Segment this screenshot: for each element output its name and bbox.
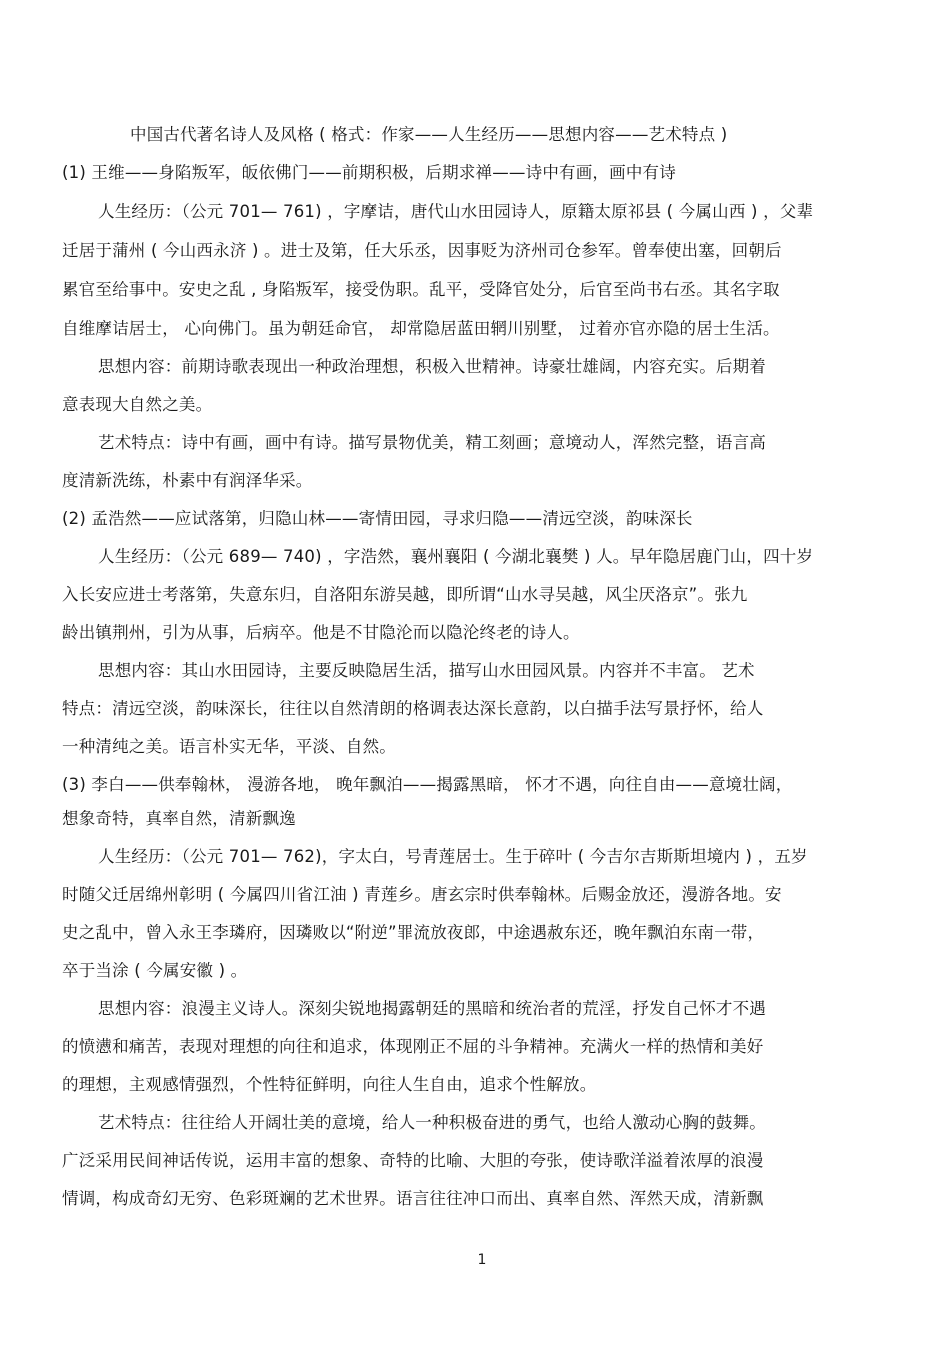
paragraph-line: 特点：清远空淡，韵味深长，往往以自然清朗的格调表达深长意韵，以白描手法写景抒怀，给人 (62, 699, 764, 718)
paragraph-line: 自维摩诘居士， 心向佛门。虽为朝廷命官， 却常隐居蓝田辋川别墅， 过着亦官亦隐的居士生活。 (62, 319, 780, 338)
paragraph-line: 入长安应进士考落第，失意东归，自洛阳东游吴越，即所谓“山水寻吴越，风尘厌洛京”。张九 (62, 585, 748, 604)
paragraph-line: 情调，构成奇幻无穷、色彩斑斓的艺术世界。语言往往冲口而出、真率自然、浑然天成，清新飘 (62, 1189, 764, 1208)
paragraph-line: 意表现大自然之美。 (62, 395, 213, 414)
paragraph-line: 想象奇特，真率自然，清新飘逸 (62, 809, 296, 828)
paragraph-line: 龄出镇荆州，引为从事，后病卒。他是不甘隐沦而以隐沦终老的诗人。 (62, 623, 580, 642)
paragraph-line: 时随父迁居绵州彰明 ( 今属四川省江油 ) 青莲乡。唐玄宗时供奉翰林。后赐金放还，漫游各地。安 (62, 885, 782, 904)
section-heading-meng-haoran: (2) 孟浩然——应试落第，归隐山林——寄情田园，寻求归隐——清远空淡，韵味深长 (62, 509, 693, 528)
paragraph-line: 思想内容：其山水田园诗，主要反映隐居生活，描写山水田园风景。内容并不丰富。 艺术 (98, 661, 755, 680)
paragraph-line: 的愤懑和痛苦，表现对理想的向往和追求，体现刚正不屈的斗争精神。充满火一样的热情和美好 (62, 1037, 764, 1056)
paragraph-line: 的理想，主观感情强烈，个性特征鲜明，向往人生自由，追求个性解放。 (62, 1075, 597, 1094)
section-heading-li-bai: (3) 李白——供奉翰林， 漫游各地， 晚年飘泊——揭露黑暗， 怀才不遇，向往自由——意境壮阔， (62, 775, 793, 794)
paragraph-line: 迁居于蒲州 ( 今山西永济 ) 。进士及第，任大乐丞，因事贬为济州司仓参军。曾奉使出塞，回朝后 (62, 241, 782, 260)
paragraph-line: 思想内容：前期诗歌表现出一种政治理想，积极入世精神。诗豪壮雄阔，内容充实。后期着 (98, 357, 766, 376)
paragraph-line: 艺术特点：往往给人开阔壮美的意境，给人一种积极奋进的勇气，也给人激动心胸的鼓舞。 (98, 1113, 766, 1132)
document-title: 中国古代著名诗人及风格 ( 格式：作家——人生经历——思想内容——艺术特点 ) (130, 125, 728, 144)
paragraph-line: 艺术特点：诗中有画，画中有诗。描写景物优美，精工刻画；意境动人，浑然完整，语言高 (98, 433, 766, 452)
paragraph-line: 卒于当涂 ( 今属安徽 ) 。 (62, 961, 248, 980)
paragraph-line: 人生经历：（公元 689— 740) ，字浩然，襄州襄阳 ( 今湖北襄樊 ) 人。早年隐居鹿门山，四十岁 (98, 547, 814, 566)
paragraph-line: 思想内容：浪漫主义诗人。深刻尖锐地揭露朝廷的黑暗和统治者的荒淫，抒发自己怀才不遇 (98, 999, 766, 1018)
paragraph-line: 一种清纯之美。语言朴实无华，平淡、自然。 (62, 737, 396, 756)
paragraph-line: 累官至给事中。安史之乱 , 身陷叛军，接受伪职。乱平，受降官处分，后官至尚书右丞。其名字取 (62, 280, 780, 299)
paragraph-line: 度清新洗练，朴素中有润泽华采。 (62, 471, 313, 490)
paragraph-line: 史之乱中，曾入永王李璘府，因璘败以“附逆”罪流放夜郎，中途遇赦东还，晚年飘泊东南一带， (62, 923, 765, 942)
paragraph-line: 人生经历：（公元 701— 762)，字太白，号青莲居士。生于碎叶 ( 今吉尔吉斯斯坦境内 ) ，五岁 (98, 847, 808, 866)
page-number: 1 (477, 1252, 487, 1268)
paragraph-line: 人生经历：（公元 701— 761) ，字摩诘，唐代山水田园诗人，原籍太原祁县 ( 今属山西 ) ，父辈 (98, 202, 814, 221)
section-heading-wang-wei: (1) 王维——身陷叛军，皈依佛门——前期积极，后期求禅——诗中有画，画中有诗 (62, 163, 676, 182)
paragraph-line: 广泛采用民间神话传说，运用丰富的想象、奇特的比喻、大胆的夸张，使诗歌洋溢着浓厚的浪漫 (62, 1151, 764, 1170)
